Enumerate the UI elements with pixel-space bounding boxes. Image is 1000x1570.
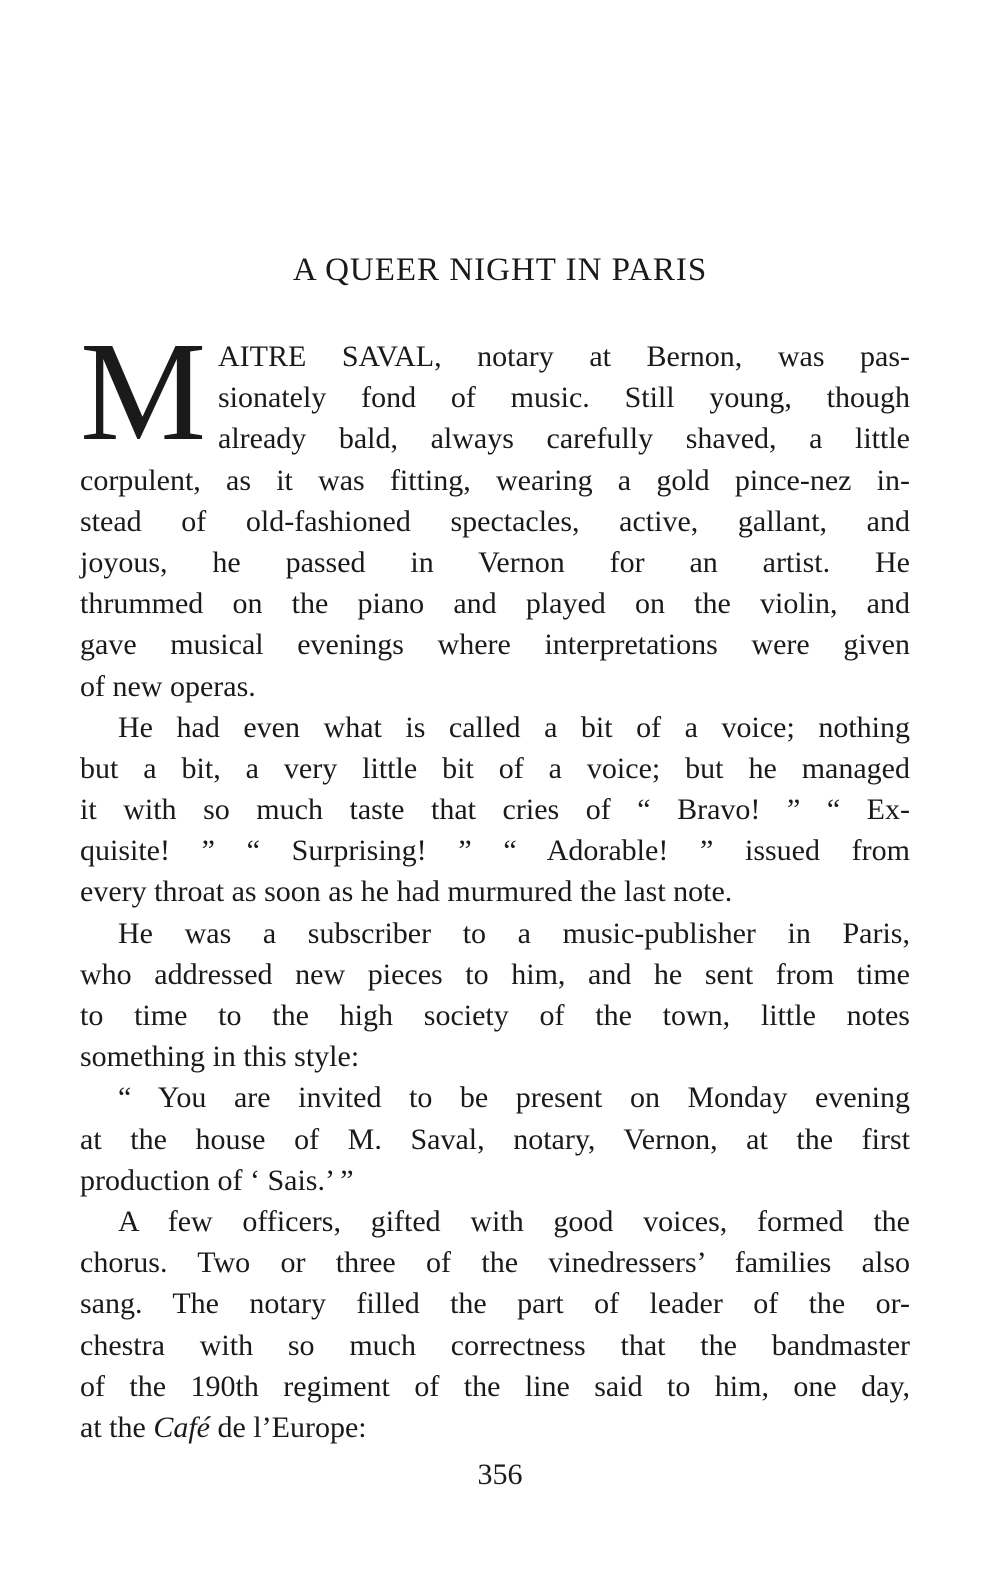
text-fragment: at the	[80, 1410, 154, 1444]
text-line: to time to the high society of the town, little notes	[80, 999, 910, 1032]
text-line: it with so much taste that cries of “ Bravo! ” “ Ex-	[80, 793, 910, 827]
text-line: sionately fond of music. Still young, though	[218, 381, 910, 415]
text-line: of new operas.	[80, 669, 256, 703]
text-line: corpulent, as it was fitting, wearing a gold pince-nez in-	[80, 463, 910, 497]
chapter-title: A QUEER NIGHT IN PARIS	[292, 252, 708, 288]
text-line: thrummed on the piano and played on the violin, and	[80, 587, 910, 621]
text-line: production of ‘ Sais.’ ”	[80, 1163, 354, 1197]
text-line: quisite! ” “ Surprising! ” “ Adorable! ” issued from	[80, 834, 910, 868]
text-line: who addressed new pieces to him, and he sent from time	[80, 957, 910, 991]
text-line: “ You are invited to be present on Monday evening	[118, 1081, 910, 1115]
text-line: chorus. Two or three of the vinedressers’ families also	[80, 1246, 910, 1280]
text-line: He was a subscriber to a music-publisher in Paris,	[118, 916, 910, 950]
text-line: stead of old-fashioned spectacles, active, gallant, and	[80, 504, 910, 538]
drop-cap: M	[80, 312, 207, 470]
page-number: 356	[477, 1458, 523, 1491]
italic-word: Café	[153, 1410, 210, 1444]
text-line: of the 190th regiment of the line said to him, one day,	[80, 1369, 910, 1403]
text-line: already bald, always carefully shaved, a little	[218, 422, 910, 456]
text-line: sang. The notary filled the part of leader of the or-	[80, 1287, 910, 1321]
text-fragment: de l’Europe:	[209, 1410, 367, 1444]
text-line: gave musical evenings where interpretations were given	[80, 628, 910, 662]
text-line: He had even what is called a bit of a voice; nothing	[118, 710, 910, 744]
text-line: AITRE SAVAL, notary at Bernon, was pas-	[218, 340, 910, 373]
text-line: joyous, he passed in Vernon for an artist. He	[80, 545, 910, 579]
text-line: something in this style:	[80, 1040, 360, 1074]
text-line: at the house of M. Saval, notary, Vernon, at the first	[80, 1122, 910, 1156]
body-text	[80, 312, 910, 1448]
text-line: A few officers, gifted with good voices, formed the	[118, 1204, 910, 1238]
text-line: every throat as soon as he had murmured the last note.	[80, 875, 733, 909]
text-line: chestra with so much correctness that the bandmaster	[80, 1328, 910, 1362]
text-line	[80, 1407, 910, 1448]
text-line: but a bit, a very little bit of a voice; but he managed	[80, 751, 910, 785]
